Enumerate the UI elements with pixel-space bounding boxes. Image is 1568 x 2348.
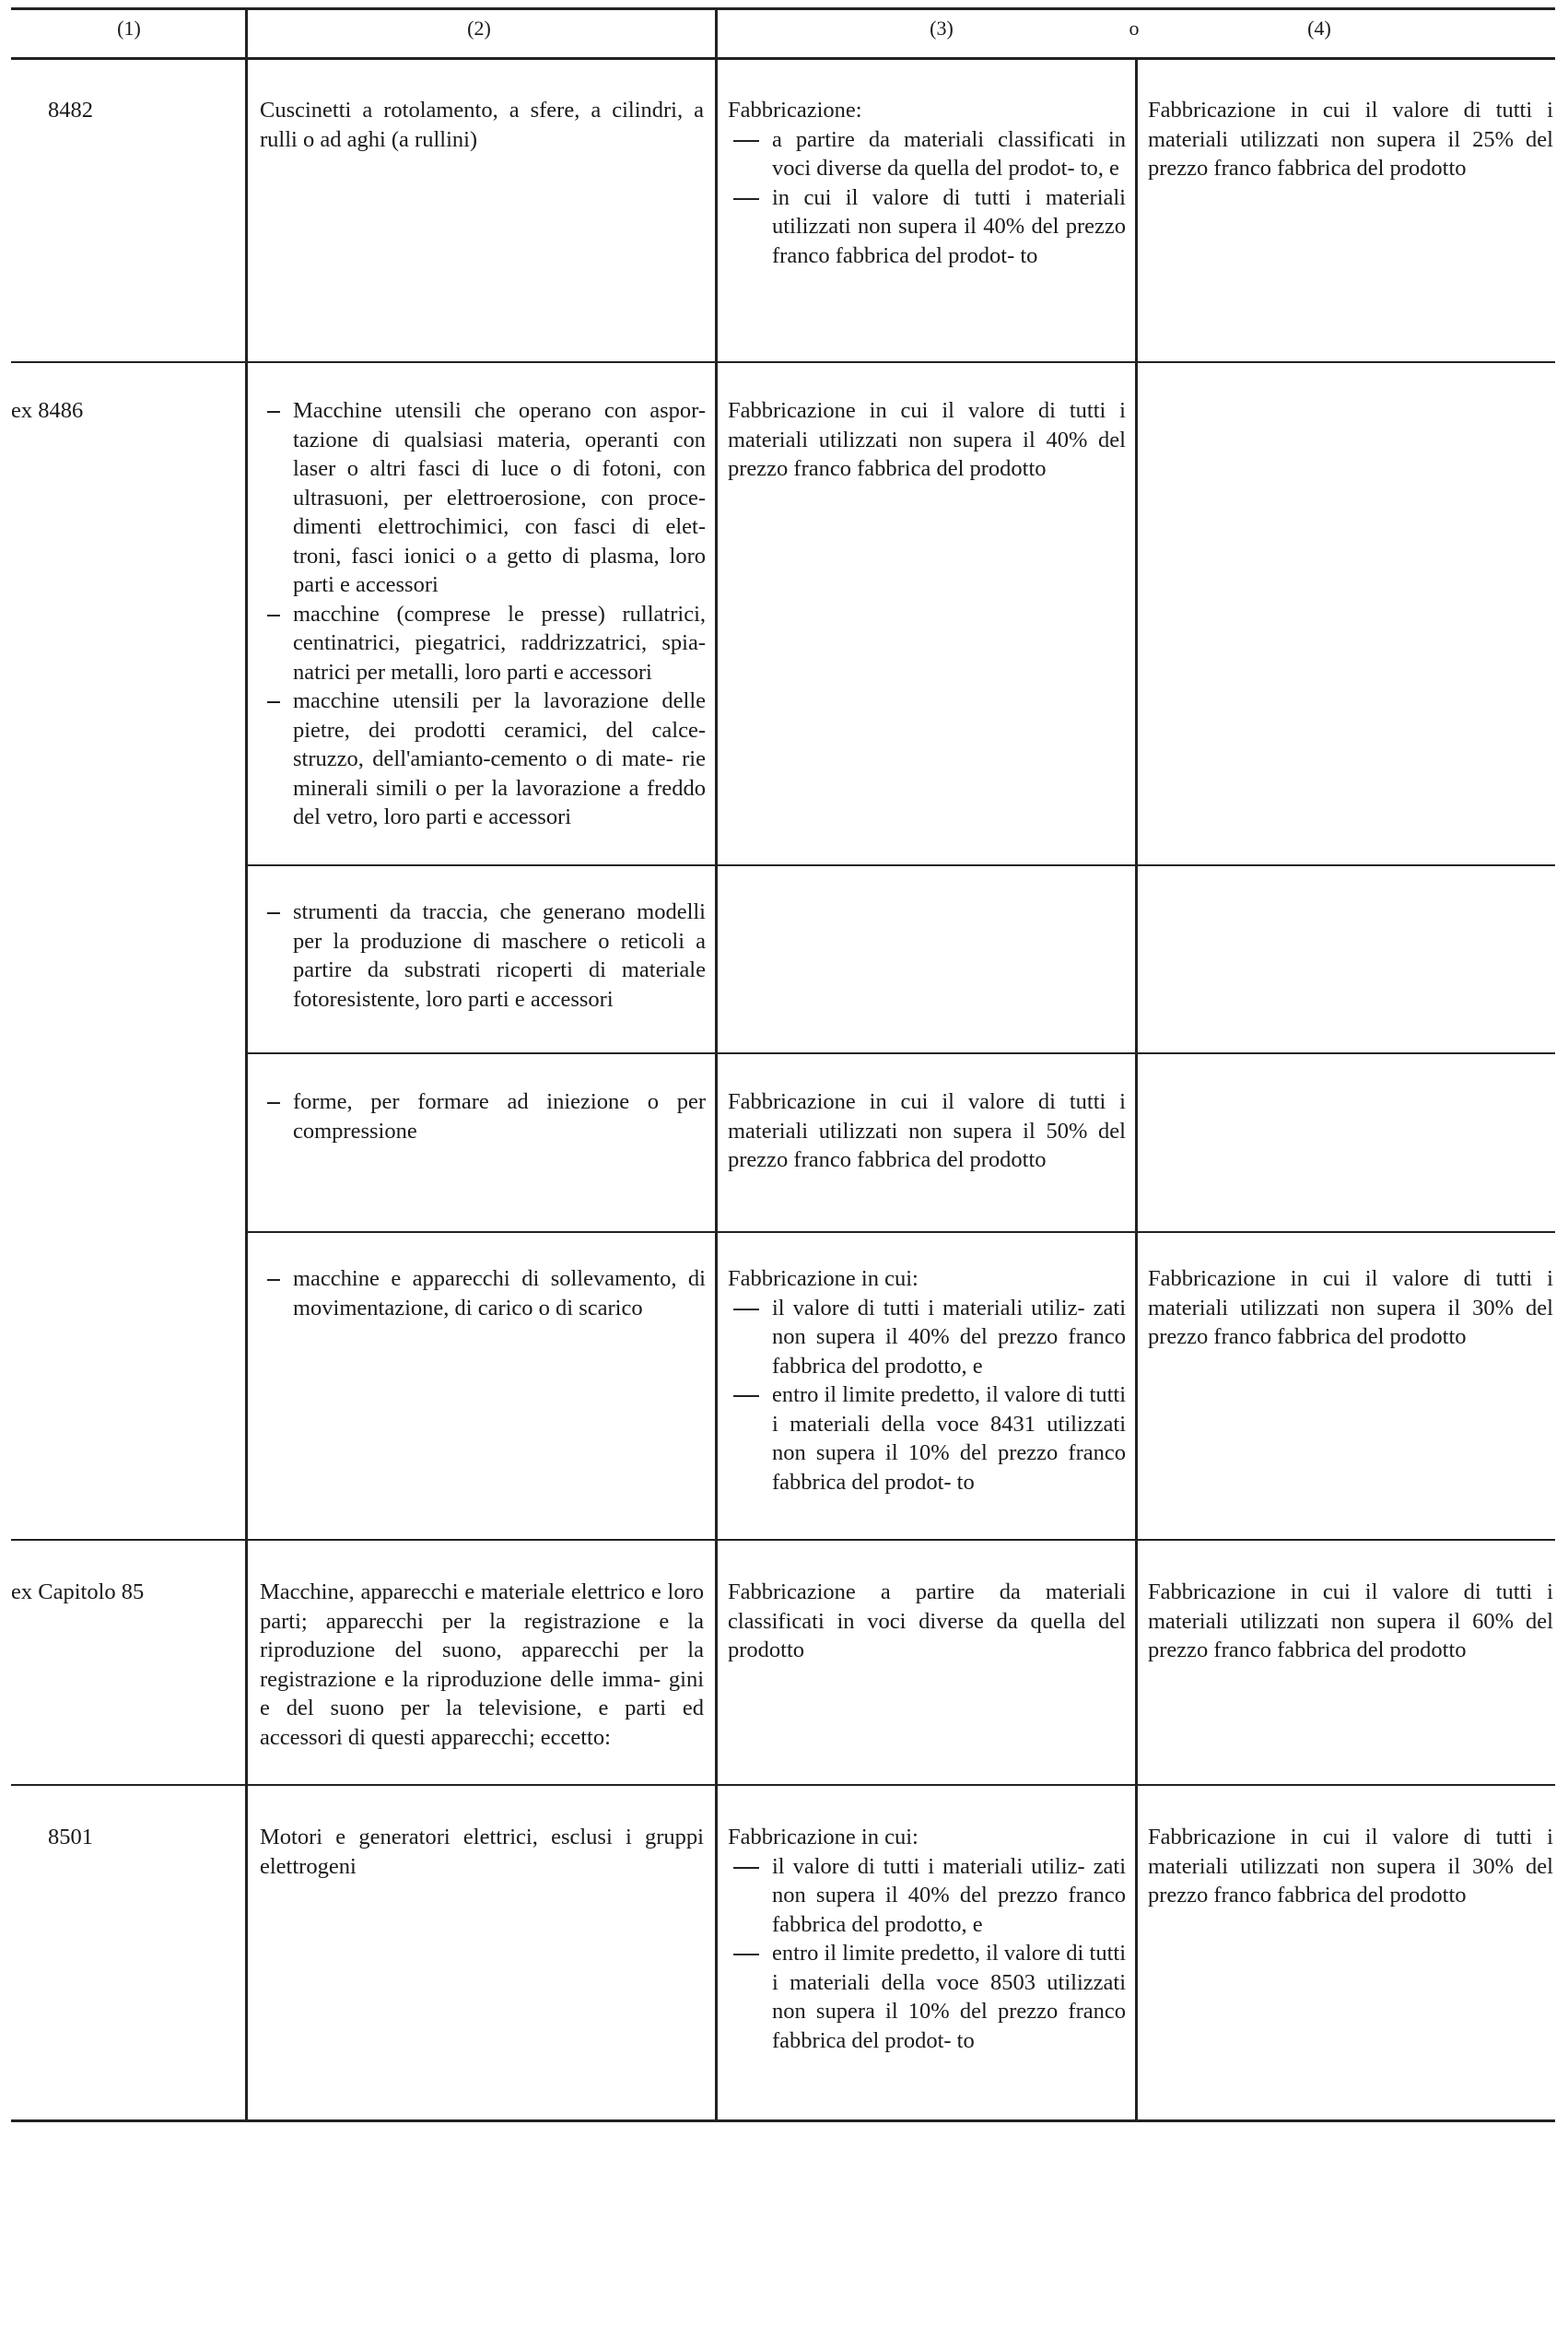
row-col4: Fabbricazione in cui il valore di tutti i materiali utilizzati non supera il 30% del prezzo franco fabbrica del prodotto [1148,1825,1553,1908]
column-rule [1135,57,1138,2122]
row-description [260,396,706,832]
row-code: ex 8486 [11,398,84,423]
list-item: a partire da materiali classificati in voci diverse da quella del prodot- to, e [728,125,1126,183]
or-label: o [1129,17,1140,40]
row-description: Macchine, apparecchi e materiale elettrico e loro parti; apparecchi per la registrazione e la riproduzione del suono, apparecchi per la registrazione e la riproduzione delle imma- gini e del suono per la televisione, e parti ed accessori di questi apparecchi; eccetto: [260,1579,704,1750]
row-rule [11,361,1555,363]
col3-list [728,1294,1126,1497]
row-col3: Fabbricazione a partire da materiali classificati in voci diverse da quella del prodotto [728,1579,1126,1662]
description-list [260,1087,706,1145]
row-col3 [728,96,1126,270]
col3-list [728,125,1126,271]
table-top-rule [11,7,1555,10]
list-item: macchine (comprese le presse) rullatrici, centinatrici, piegatrici, raddrizzatrici, spia- natrici per metalli, loro parti e accessori [260,600,706,687]
subrow-rule [247,1052,1555,1054]
row-col3: Fabbricazione in cui il valore di tutti i materiali utilizzati non supera il 50% del prezzo franco fabbrica del prodotto [728,1089,1126,1172]
row-col4: Fabbricazione in cui il valore di tutti i materiali utilizzati non supera il 60% del prezzo franco fabbrica del prodotto [1148,1579,1553,1662]
row-description [260,1264,706,1322]
table-bottom-rule [11,2119,1555,2122]
row-description [260,898,706,1014]
list-item: macchine utensili per la lavorazione delle pietre, dei prodotti ceramici, del calce- struzzo, dell'amianto-cemento o di mate- rie minerali simili o per la lavorazione a freddo del vetro, loro parti e accessori [260,687,706,832]
column-header-1: (1) [117,17,141,40]
list-item: in cui il valore di tutti i materiali utilizzati non supera il 40% del prezzo franco fabbrica del prodot- to [728,183,1126,271]
col3-intro: Fabbricazione in cui: [728,1825,919,1849]
description-list [260,1264,706,1322]
column-rule [715,7,718,2122]
row-col3: Fabbricazione in cui il valore di tutti i materiali utilizzati non supera il 40% del prezzo franco fabbrica del prodotto [728,398,1126,481]
row-col4: Fabbricazione in cui il valore di tutti i materiali utilizzati non supera il 25% del prezzo franco fabbrica del prodotto [1148,98,1553,181]
list-item: entro il limite predetto, il valore di tutti i materiali della voce 8503 utilizzati non supera il 10% del prezzo franco fabbrica del prodot- to [728,1939,1126,2055]
col3-list [728,1852,1126,2056]
row-rule [11,1784,1555,1786]
column-header-4: (4) [1307,17,1331,40]
list-item: forme, per formare ad iniezione o per compressione [260,1087,706,1145]
list-item: entro il limite predetto, il valore di tutti i materiali della voce 8431 utilizzati non supera il 10% del prezzo franco fabbrica del prodot- to [728,1380,1126,1497]
header-bottom-rule [11,57,1555,60]
list-item: macchine e apparecchi di sollevamento, di movimentazione, di carico o di scarico [260,1264,706,1322]
description-list [260,396,706,832]
list-item: il valore di tutti i materiali utiliz- zati non supera il 40% del prezzo franco fabbrica del prodotto, e [728,1852,1126,1940]
row-col4: Fabbricazione in cui il valore di tutti i materiali utilizzati non supera il 30% del prezzo franco fabbrica del prodotto [1148,1266,1553,1349]
list-item: il valore di tutti i materiali utiliz- zati non supera il 40% del prezzo franco fabbrica del prodotto, e [728,1294,1126,1381]
col3-intro: Fabbricazione: [728,98,862,123]
column-rule [245,7,248,2122]
list-item: Macchine utensili che operano con aspor- tazione di qualsiasi materia, operanti con laser o altri fasci di luce o di fotoni, con ultrasuoni, per elettroerosione, con proce- dimenti elettrochimici, con fasci di elet- troni, fasci ionici o a getto di plasma, loro parti e accessori [260,396,706,600]
subrow-rule [247,864,1555,866]
column-header-2: (2) [467,17,491,40]
row-code: 8501 [48,1825,93,1849]
subrow-rule [247,1231,1555,1233]
description-list [260,898,706,1014]
row-code: 8482 [48,98,93,123]
row-col3 [728,1823,1126,2055]
row-rule [11,1539,1555,1541]
list-item: strumenti da traccia, che generano modelli per la produzione di maschere o reticoli a partire da substrati ricoperti di materiale fotoresistente, loro parti e accessori [260,898,706,1014]
row-code: ex Capitolo 85 [11,1579,145,1604]
row-description [260,1087,706,1145]
column-header-3: (3) [930,17,954,40]
row-description: Cuscinetti a rotolamento, a sfere, a cilindri, a rulli o ad aghi (a rullini) [260,98,704,152]
col3-intro: Fabbricazione in cui: [728,1266,919,1291]
row-description: Motori e generatori elettrici, esclusi i gruppi elettrogeni [260,1825,704,1879]
row-col3 [728,1264,1126,1497]
